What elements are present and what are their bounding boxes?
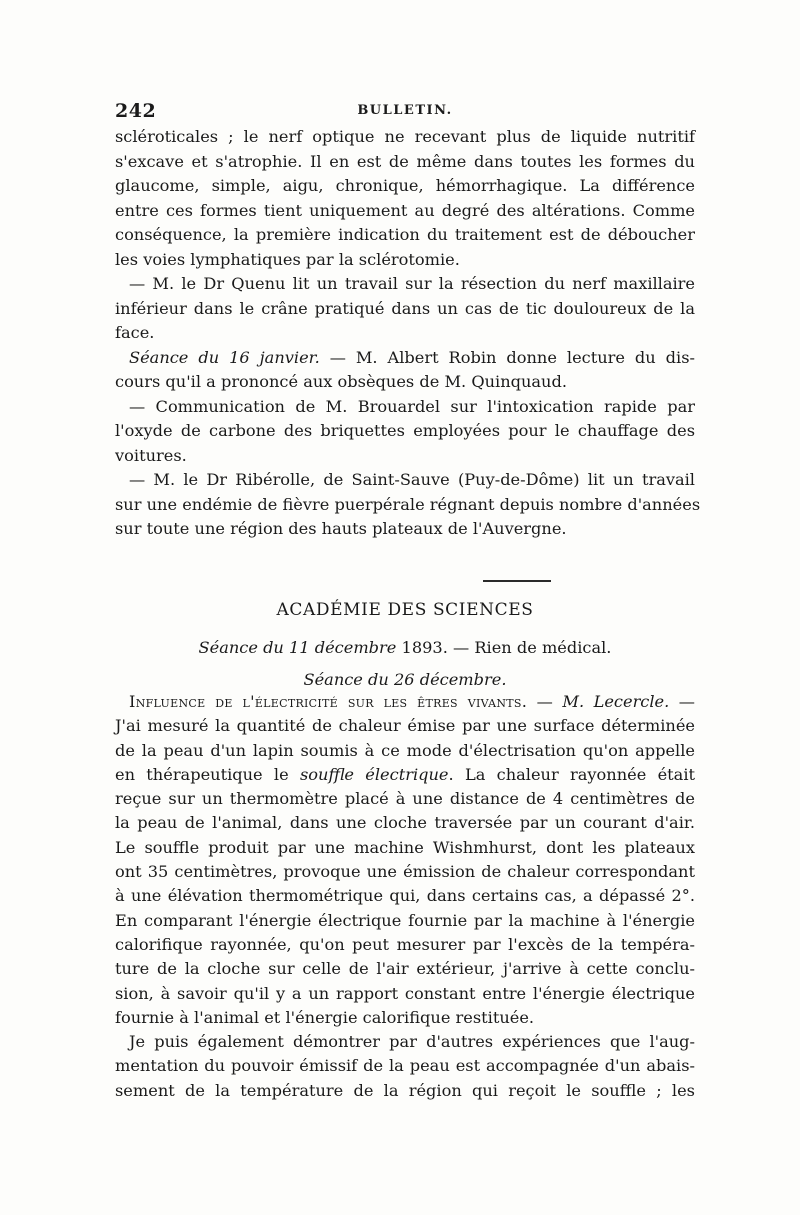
text-line: inférieur dans le crâne pratiqué dans un cas de tic douloureux de la xyxy=(115,298,695,318)
text-line: l'oxyde de carbone des briquettes employées pour le chauffage des xyxy=(115,421,695,440)
text-line: sion, à savoir qu'il y a un rapport constant entre l'énergie électrique xyxy=(115,983,695,1003)
text-line: mentation du pouvoir émissif de la peau est accompagnée d'un abais- xyxy=(115,1056,695,1076)
section-title: ACADÉMIE DES SCIENCES xyxy=(276,600,534,620)
text-line: voitures. xyxy=(115,445,187,465)
text-line: reçue sur un thermomètre placé à une distance de 4 centimètres de xyxy=(115,789,695,809)
page-header xyxy=(115,100,695,124)
text-line: cours qu'il a prononcé aux obsèques de M. Quinquaud. xyxy=(115,372,567,391)
text-line: calorifique rayonnée, qu'on peut mesurer par l'excès de la tempéra- xyxy=(115,934,695,954)
text-line: entre ces formes tient uniquement au degré des altérations. Comme xyxy=(115,200,695,220)
text-line: — Communication de M. Brouardel sur l'intoxication rapide par xyxy=(129,396,695,416)
running-head: BULLETIN. xyxy=(357,103,453,118)
text-line: conséquence, la première indication du traitement est de déboucher xyxy=(115,225,695,244)
text-fragment: en thérapeutique le xyxy=(115,764,300,784)
session-date: Séance du 26 décembre. xyxy=(303,670,507,689)
text-line: — M. le Dr Ribérolle, de Saint-Sauve (Puy-de-Dôme) lit un travail xyxy=(129,470,695,489)
text-line: de la peau d'un lapin soumis à ce mode d'électrisation qu'on appelle xyxy=(115,740,695,760)
dash: — xyxy=(527,692,563,711)
session-note: 1893. — Rien de médical. xyxy=(396,638,612,657)
article-author: M. Lecercle. xyxy=(562,692,670,711)
page-number: 242 xyxy=(115,100,157,122)
dash: — xyxy=(669,692,695,711)
text-line: En comparant l'énergie électrique fournie par la machine à l'énergie xyxy=(115,910,695,930)
session-date: Séance du 11 décembre xyxy=(198,638,397,657)
session-text: — M. Albert Robin donne lecture du dis- xyxy=(319,347,695,367)
text-line xyxy=(115,763,695,787)
session-date: Séance du 16 janvier. xyxy=(129,347,320,367)
text-line: les voies lymphatiques par la sclérotomie. xyxy=(115,249,460,269)
text-line: scléroticales ; le nerf optique ne recevant plus de liquide nutritif xyxy=(115,127,695,146)
session-heading xyxy=(115,668,695,692)
session-heading xyxy=(115,636,695,660)
text-line: sur toute une région des hauts plateaux de l'Auvergne. xyxy=(115,519,567,538)
italic-term: souffle électrique xyxy=(299,764,449,784)
text-line: Le souffle produit par une machine Wishmhurst, dont les plateaux xyxy=(115,837,695,857)
text-line: ont 35 centimètres, provoque une émission de chaleur correspondant xyxy=(115,862,695,882)
text-line: face. xyxy=(115,323,155,342)
section-divider xyxy=(483,580,551,582)
session-paragraph-line xyxy=(115,346,695,371)
text-line: glaucome, simple, aigu, chronique, hémorrhagique. La différence xyxy=(115,176,695,195)
text-line: — M. le Dr Quenu lit un travail sur la résection du nerf maxillaire xyxy=(129,274,695,293)
text-line: fournie à l'animal et l'énergie calorifique restituée. xyxy=(115,1007,535,1027)
text-block-academie xyxy=(115,690,695,1103)
text-line: la peau de l'animal, dans une cloche traversée par un courant d'air. xyxy=(115,813,695,833)
text-line: à une élévation thermométrique qui, dans certains cas, a dépassé 2°. xyxy=(115,886,695,906)
text-line: J'ai mesuré la quantité de chaleur émise par une surface déterminée xyxy=(115,716,695,736)
text-line: s'excave et s'atrophie. Il en est de même dans toutes les formes du xyxy=(115,151,695,171)
text-block-bulletin xyxy=(115,125,701,542)
text-line: ture de la cloche sur celle de l'air extérieur, j'arrive à cette conclu- xyxy=(115,959,695,979)
text-line: sur une endémie de fièvre puerpérale régnant depuis nombre d'années xyxy=(115,494,701,514)
text-fragment: . La chaleur rayonnée était xyxy=(448,764,696,784)
text-line: Je puis également démontrer par d'autres expériences que l'aug- xyxy=(129,1032,695,1052)
article-lead-line xyxy=(115,690,695,714)
article-title: Influence de l'électricité sur les êtres vivants. xyxy=(129,692,528,711)
text-line: sement de la température de la région qui reçoit le souffle ; les xyxy=(115,1080,695,1100)
